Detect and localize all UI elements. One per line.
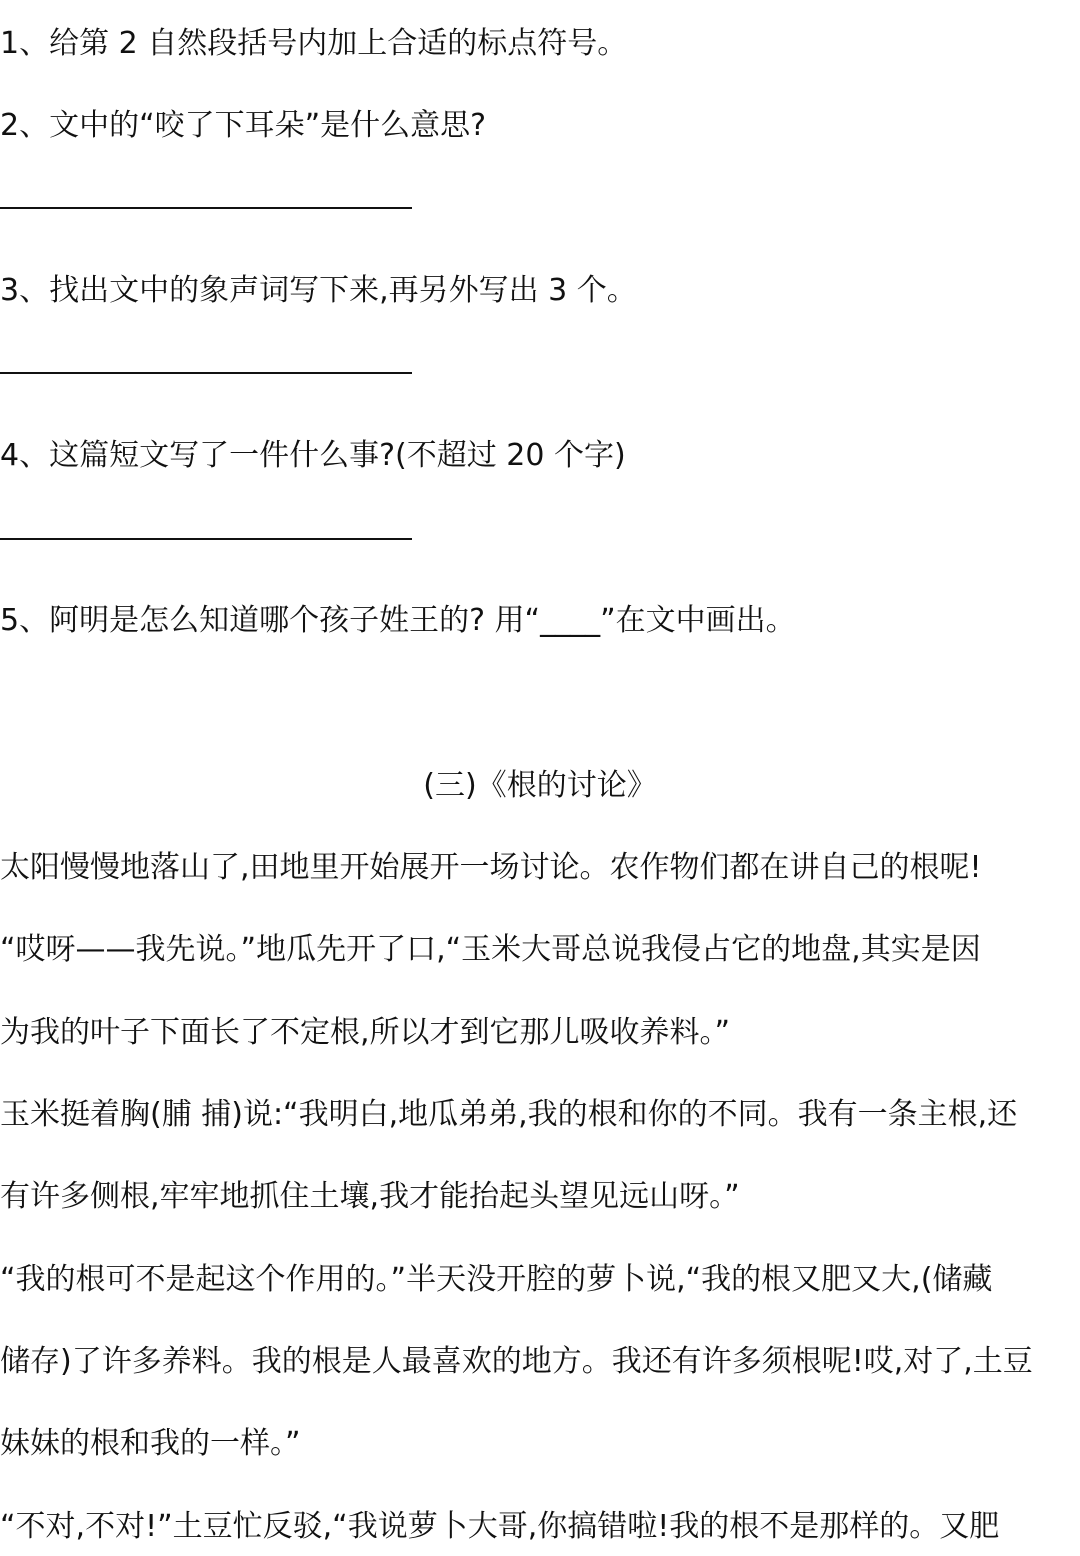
question-3: 3、找出文中的象声词写下来,再另外写出 3 个。: [0, 273, 637, 308]
question-4: 4、这篇短文写了一件什么事?(不超过 20 个字): [0, 438, 626, 473]
passage-line: 妹妹的根和我的一样。”: [0, 1426, 301, 1461]
passage-line: 为我的叶子下面长了不定根,所以才到它那儿吸收养料。”: [0, 1015, 731, 1050]
passage-line: 太阳慢慢地落山了,田地里开始展开一场讨论。农作物们都在讲自己的根呢!: [0, 850, 982, 885]
passage-line: “不对,不对!”土豆忙反驳,“我说萝卜大哥,你搞错啦!我的根不是那样的。又肥: [0, 1509, 1000, 1544]
question-5: 5、阿明是怎么知道哪个孩子姓王的? 用“____”在文中画出。: [0, 603, 796, 638]
passage-line: 储存)了许多养料。我的根是人最喜欢的地方。我还有许多须根呢!哎,对了,土豆: [0, 1344, 1033, 1379]
passage-line: 玉米挺着胸(脯 捕)说:“我明白,地瓜弟弟,我的根和你的不同。我有一条主根,还: [0, 1097, 1018, 1132]
section-title: (三)《根的讨论》: [423, 768, 657, 803]
passage-line: “哎呀——我先说。”地瓜先开了口,“玉米大哥总说我侵占它的地盘,其实是因: [0, 932, 981, 967]
answer-line-3: [0, 372, 412, 374]
answer-line-4: [0, 538, 412, 540]
passage-line: 有许多侧根,牢牢地抓住土壤,我才能抬起头望见远山呀。”: [0, 1179, 740, 1214]
passage-line: “我的根可不是起这个作用的。”半天没开腔的萝卜说,“我的根又肥又大,(储藏: [0, 1262, 993, 1297]
question-2: 2、文中的“咬了下耳朵”是什么意思?: [0, 108, 487, 143]
question-1: 1、给第 2 自然段括号内加上合适的标点符号。: [0, 26, 628, 61]
answer-line-2: [0, 207, 412, 209]
